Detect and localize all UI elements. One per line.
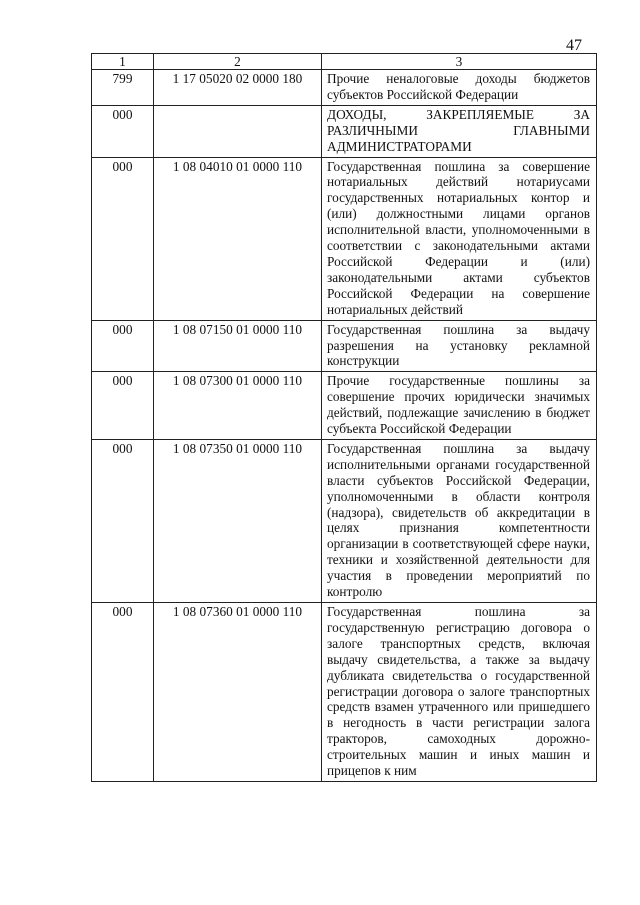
income-codes-table [91, 53, 597, 782]
column-header-1: 1 [92, 54, 154, 70]
admin-code-cell: 000 [92, 105, 154, 157]
budget-code-cell [154, 105, 322, 157]
budget-code-cell: 1 08 07350 01 0000 110 [154, 439, 322, 602]
table-row [92, 320, 597, 372]
table-row [92, 372, 597, 440]
admin-code-cell: 000 [92, 372, 154, 440]
budget-code-cell: 1 08 07150 01 0000 110 [154, 320, 322, 372]
admin-code-cell: 000 [92, 320, 154, 372]
budget-code-cell: 1 08 07300 01 0000 110 [154, 372, 322, 440]
table-row [92, 439, 597, 602]
table-row [92, 603, 597, 782]
admin-code-cell: 000 [92, 157, 154, 320]
income-name-cell: Государственная пошлина за государственную регистрацию договора о залоге транспортных средств, включая выдачу свидетельства, а также за выдачу дубликата свидетельства о государственной регистрации договора о залоге транспортных средств взамен утраченного или пришедшего в негодность в части регистрации залога тракторов, самоходных дорожно-строительных машин и иных машин и прицепов к ним [322, 603, 597, 782]
income-name-cell: Прочие неналоговые доходы бюджетов субъектов Российской Федерации [322, 70, 597, 106]
admin-code-cell: 000 [92, 439, 154, 602]
section-heading-cell: ДОХОДЫ, ЗАКРЕПЛЯЕМЫЕ ЗА РАЗЛИЧНЫМИ ГЛАВНЫМИ АДМИНИСТРАТОРАМИ [322, 105, 597, 157]
income-name-cell: Государственная пошлина за выдачу разрешения на установку рекламной конструкции [322, 320, 597, 372]
budget-code-cell: 1 17 05020 02 0000 180 [154, 70, 322, 106]
budget-code-cell: 1 08 04010 01 0000 110 [154, 157, 322, 320]
income-name-cell: Государственная пошлина за выдачу исполнительными органами государственной власти субъектов Российской Федерации, уполномоченными в области контроля (надзора), свидетельств об аккредитации в целях признания компетентности организации в соответствующей сфере науки, техники и хозяйственной деятельности для участия в проведении мероприятий по контролю [322, 439, 597, 602]
table-row [92, 105, 597, 157]
budget-code-cell: 1 08 07360 01 0000 110 [154, 603, 322, 782]
column-header-3: 3 [322, 54, 597, 70]
income-name-cell: Прочие государственные пошлины за совершение прочих юридически значимых действий, подлежащие зачислению в бюджет субъекта Российской Федерации [322, 372, 597, 440]
income-name-cell: Государственная пошлина за совершение нотариальных действий нотариусами государственных нотариальных контор и (или) должностными лицами органов исполнительной власти, уполномоченными в соответствии с законодательными актами Российской Федерации и (или) законодательными актами субъектов Российской Федерации на совершение нотариальных действий [322, 157, 597, 320]
admin-code-cell: 000 [92, 603, 154, 782]
page-number: 47 [566, 37, 582, 54]
table-header-row [92, 54, 597, 70]
table-row [92, 70, 597, 106]
table-row [92, 157, 597, 320]
column-header-2: 2 [154, 54, 322, 70]
admin-code-cell: 799 [92, 70, 154, 106]
